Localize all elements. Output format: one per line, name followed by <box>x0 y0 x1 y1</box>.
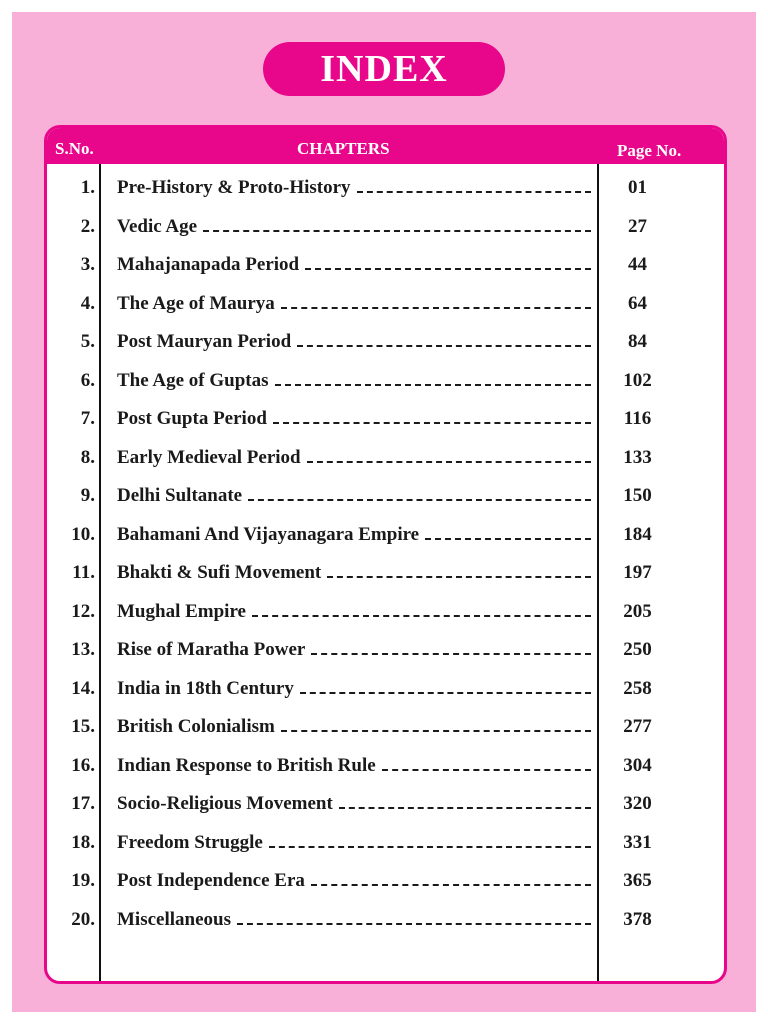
row-chapter <box>117 254 591 276</box>
table-row <box>47 366 724 396</box>
row-chapter <box>117 293 591 315</box>
row-page-number: 150 <box>623 485 652 506</box>
table-row <box>47 250 724 280</box>
row-page-number: 133 <box>623 446 652 468</box>
dotted-leader <box>275 384 592 386</box>
table-row <box>47 674 724 704</box>
row-sno: 14. <box>71 677 95 699</box>
table-row <box>47 789 724 819</box>
chapter-title: Vedic Age <box>117 215 198 237</box>
row-sno: 7. <box>80 408 95 429</box>
row-sno: 1. <box>80 177 95 198</box>
dotted-leader <box>425 538 591 540</box>
row-page-number: 277 <box>623 716 652 737</box>
chapter-title: Mahajanapada Period <box>117 254 300 275</box>
row-page-number: 116 <box>623 408 652 429</box>
row-page-number: 184 <box>623 523 652 545</box>
row-chapter <box>117 716 591 738</box>
row-sno: 13. <box>71 639 95 660</box>
chapter-title: Delhi Sultanate <box>117 485 243 506</box>
chapter-title: The Age of Guptas <box>117 369 269 391</box>
row-sno: 10. <box>71 523 95 545</box>
row-page-number: 378 <box>623 908 652 930</box>
row-chapter <box>117 216 591 238</box>
row-page-number: 01 <box>628 177 647 198</box>
row-page-number: 258 <box>623 677 652 699</box>
dotted-leader <box>203 230 591 232</box>
row-chapter <box>117 485 591 507</box>
row-sno: 4. <box>80 292 95 314</box>
dotted-leader <box>307 461 591 463</box>
dotted-leader <box>269 846 591 848</box>
row-page-number: 304 <box>623 754 652 776</box>
dotted-leader <box>273 422 591 424</box>
table-row <box>47 289 724 319</box>
header-page-no: Page No. <box>617 141 682 160</box>
chapter-title: Miscellaneous <box>117 908 231 930</box>
row-chapter <box>117 870 591 892</box>
row-sno: 8. <box>80 446 95 468</box>
row-page-number: 365 <box>623 870 652 891</box>
chapter-title: British Colonialism <box>117 716 275 737</box>
dotted-leader <box>339 807 591 809</box>
row-page-number: 197 <box>623 562 652 583</box>
row-page-number: 64 <box>628 292 647 314</box>
table-row <box>47 597 724 627</box>
row-chapter <box>117 408 591 430</box>
dotted-leader <box>357 191 591 193</box>
table-row <box>47 481 724 511</box>
chapter-title: Post Independence Era <box>117 870 305 891</box>
row-chapter <box>117 639 591 661</box>
chapter-title: The Age of Maurya <box>117 292 275 314</box>
table-row <box>47 866 724 896</box>
header-sno: S.No. <box>55 139 94 158</box>
row-sno: 11. <box>72 562 95 583</box>
dotted-leader <box>237 923 591 925</box>
chapter-title: Freedom Struggle <box>117 831 263 853</box>
table-row <box>47 327 724 357</box>
row-chapter <box>117 909 591 931</box>
row-chapter <box>117 177 591 199</box>
row-sno: 17. <box>71 793 95 814</box>
row-page-number: 44 <box>628 254 647 275</box>
row-chapter <box>117 562 591 584</box>
row-sno: 12. <box>71 600 95 622</box>
index-table <box>44 125 727 984</box>
row-sno: 15. <box>71 716 95 737</box>
row-chapter <box>117 832 591 854</box>
table-row <box>47 558 724 588</box>
row-sno: 5. <box>80 331 95 352</box>
dotted-leader <box>327 576 591 578</box>
row-page-number: 205 <box>623 600 652 622</box>
row-chapter <box>117 601 591 623</box>
dotted-leader <box>248 499 591 501</box>
dotted-leader <box>311 884 591 886</box>
row-page-number: 320 <box>623 793 652 814</box>
row-chapter <box>117 370 591 392</box>
chapter-title: Socio-Religious Movement <box>117 793 333 814</box>
table-body <box>47 128 724 981</box>
chapter-title: Indian Response to British Rule <box>117 754 376 776</box>
dotted-leader <box>311 653 591 655</box>
chapter-title: Rise of Maratha Power <box>117 639 306 660</box>
chapter-title: Post Mauryan Period <box>117 331 292 352</box>
row-page-number: 102 <box>623 369 652 391</box>
row-sno: 9. <box>80 485 95 506</box>
table-row <box>47 173 724 203</box>
dotted-leader <box>297 345 591 347</box>
dotted-leader <box>281 730 591 732</box>
table-row <box>47 635 724 665</box>
dotted-leader <box>300 692 591 694</box>
row-sno: 6. <box>80 369 95 391</box>
table-row <box>47 520 724 550</box>
row-page-number: 250 <box>623 639 652 660</box>
table-row <box>47 905 724 935</box>
table-row <box>47 212 724 242</box>
row-sno: 18. <box>71 831 95 853</box>
chapter-title: Pre-History & Proto-History <box>117 177 351 198</box>
chapter-title: Bhakti & Sufi Movement <box>117 562 322 583</box>
page-title: INDEX <box>263 42 505 96</box>
row-chapter <box>117 524 591 546</box>
row-chapter <box>117 331 591 353</box>
dotted-leader <box>281 307 591 309</box>
chapter-title: Bahamani And Vijayanagara Empire <box>117 523 420 545</box>
header-chapters: CHAPTERS <box>297 139 390 158</box>
row-page-number: 331 <box>623 831 652 853</box>
row-page-number: 27 <box>628 215 647 237</box>
chapter-title: Mughal Empire <box>117 600 246 622</box>
chapter-title: Post Gupta Period <box>117 408 267 429</box>
row-sno: 20. <box>71 908 95 930</box>
table-row <box>47 443 724 473</box>
dotted-leader <box>382 769 591 771</box>
dotted-leader <box>252 615 591 617</box>
row-chapter <box>117 793 591 815</box>
row-sno: 16. <box>71 754 95 776</box>
table-row <box>47 404 724 434</box>
index-page <box>12 12 756 1012</box>
row-chapter <box>117 755 591 777</box>
table-row <box>47 751 724 781</box>
row-chapter <box>117 447 591 469</box>
row-page-number: 84 <box>628 331 647 352</box>
row-sno: 19. <box>71 870 95 891</box>
table-row <box>47 828 724 858</box>
chapter-title: India in 18th Century <box>117 677 294 699</box>
chapter-title: Early Medieval Period <box>117 446 301 468</box>
row-sno: 3. <box>80 254 95 275</box>
table-row <box>47 712 724 742</box>
dotted-leader <box>305 268 591 270</box>
row-sno: 2. <box>80 215 95 237</box>
row-chapter <box>117 678 591 700</box>
